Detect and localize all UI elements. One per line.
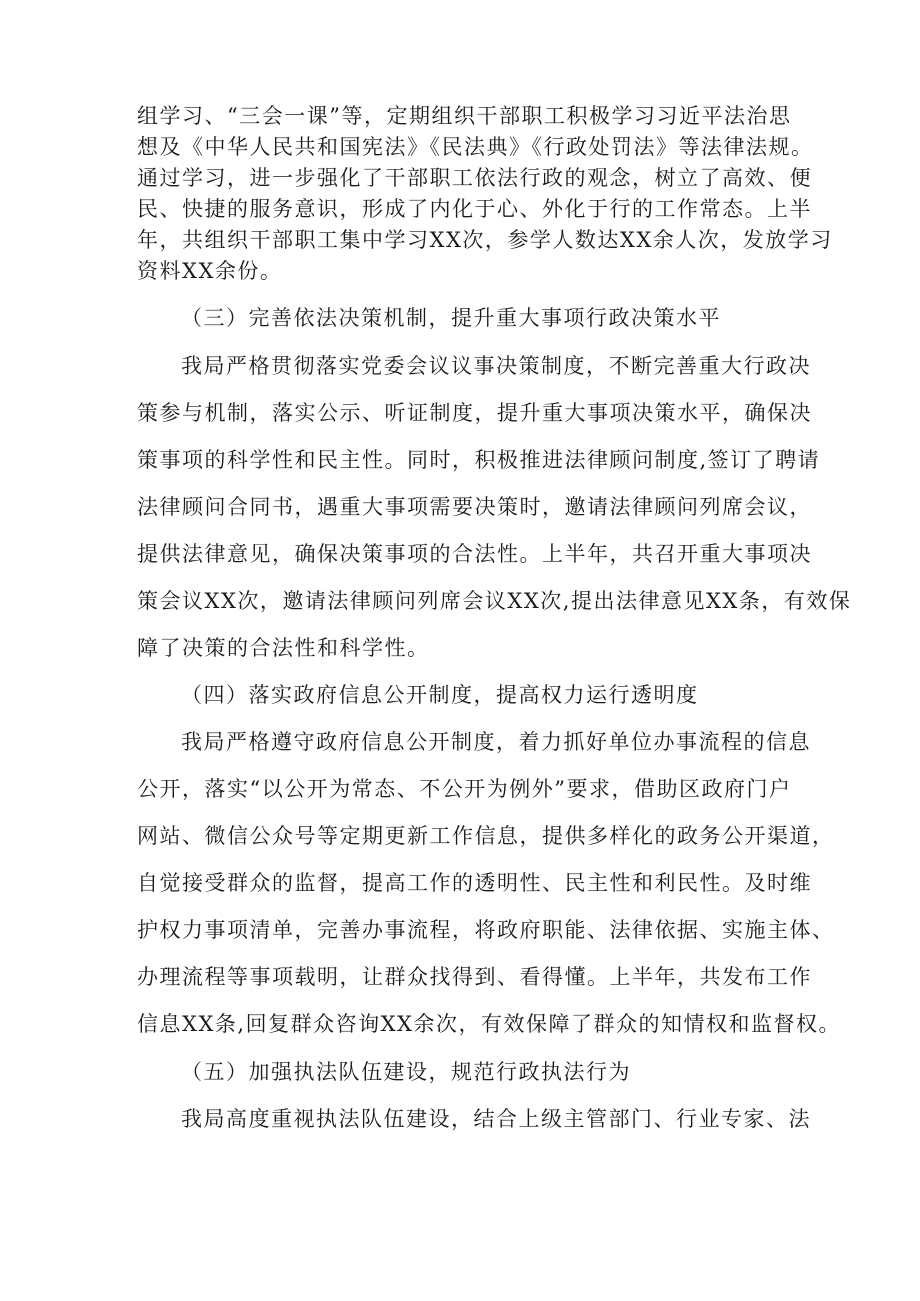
section-heading-4: （四）落实政府信息公开制度，提高权力运行透明度 bbox=[181, 683, 699, 707]
paragraph-line: 策事项的科学性和民主性。同时，积极推进法律顾问制度,签订了聘请 bbox=[137, 448, 821, 472]
paragraph-line: 我局严格贯彻落实党委会议议事决策制度，不断完善重大行政决 bbox=[181, 354, 811, 378]
paragraph-line: 办理流程等事项载明，让群众找得到、看得懂。上半年，共发布工作 bbox=[137, 965, 812, 989]
section-heading-5: （五）加强执法队伍建设，规范行政执法行为 bbox=[181, 1060, 631, 1084]
paragraph-line: 民、快捷的服务意识，形成了内化于心、外化于行的工作常态。上半 bbox=[137, 197, 812, 221]
paragraph-line: 组学习、“三会一课”等，定期组织干部职工积极学习习近平法治思 bbox=[137, 104, 792, 128]
paragraph-line: 我局高度重视执法队伍建设，结合上级主管部门、行业专家、法 bbox=[181, 1107, 811, 1131]
paragraph-line: 我局严格遵守政府信息公开制度，着力抓好单位办事流程的信息 bbox=[181, 730, 811, 754]
paragraph-line: 提供法律意见，确保决策事项的合法性。上半年，共召开重大事项决 bbox=[137, 542, 812, 566]
paragraph-line: 公开，落实“以公开为常态、不公开为例外”要求，借助区政府门户 bbox=[137, 777, 792, 801]
paragraph-line: 自觉接受群众的监督，提高工作的透明性、民主性和利民性。及时维 bbox=[137, 871, 812, 895]
paragraph-line: 障了决策的合法性和科学性。 bbox=[137, 636, 430, 660]
paragraph-line: 策会议XX次，邀请法律顾问列席会议XX次,提出法律意见XX条，有效保 bbox=[137, 589, 852, 613]
paragraph-line: 策参与机制，落实公示、听证制度，提升重大事项决策水平，确保决 bbox=[137, 401, 812, 425]
section-heading-3: （三）完善依法决策机制，提升重大事项行政决策水平 bbox=[181, 306, 721, 330]
paragraph-line: 想及《中华人民共和国宪法》《民法典》《行政处罚法》等法律法规。 bbox=[137, 135, 814, 159]
paragraph-line: 护权力事项清单，完善办事流程，将政府职能、法律依据、实施主体、 bbox=[137, 918, 835, 942]
paragraph-line: 年，共组织干部职工集中学习XX次，参学人数达XX余人次，发放学习 bbox=[137, 228, 833, 252]
paragraph-line: 法律顾问合同书，遇重大事项需要决策时，邀请法律顾问列席会议， bbox=[137, 495, 812, 519]
paragraph-line: 网站、微信公众号等定期更新工作信息，提供多样化的政务公开渠道， bbox=[137, 824, 835, 848]
paragraph-line: 通过学习，进一步强化了干部职工依法行政的观念，树立了高效、便 bbox=[137, 166, 812, 190]
paragraph-line: 资料XX余份。 bbox=[137, 259, 283, 283]
paragraph-line: 信息XX条,回复群众咨询XX余次，有效保障了群众的知情权和监督权。 bbox=[137, 1012, 841, 1036]
